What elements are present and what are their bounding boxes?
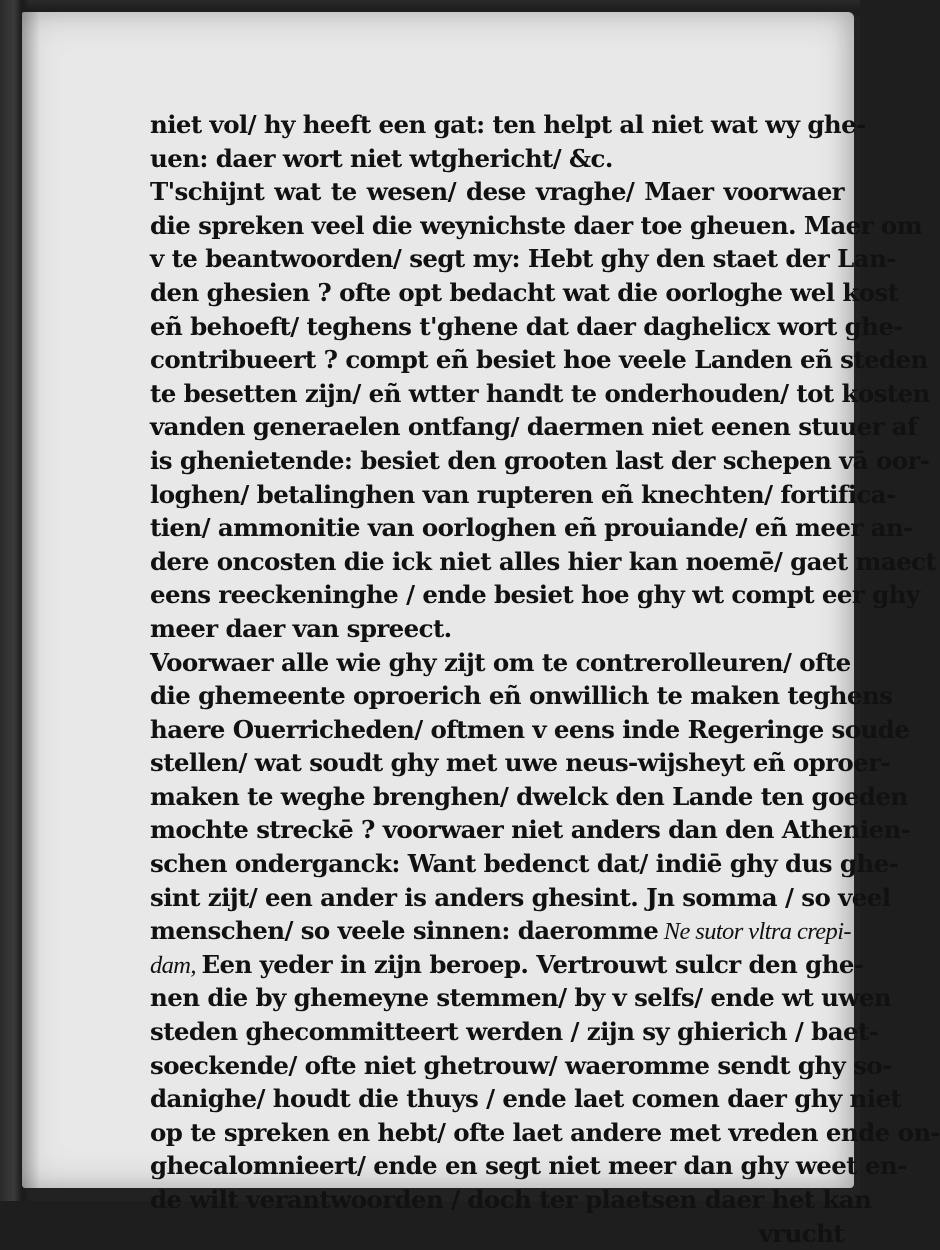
text-line-content: is ghenietende: besiet den grooten last der schepen vā oor- [150, 445, 930, 475]
text-line [150, 142, 844, 176]
text-line-content: te besetten zijn/ eñ wtter handt te onderhouden/ tot kosten [150, 378, 930, 408]
text-line-content: stellen/ wat soudt ghy met uwe neus-wijsheyt eñ oproer- [150, 748, 891, 778]
text-line [150, 209, 922, 243]
text-line [150, 276, 899, 310]
text-line [150, 881, 891, 915]
text-line [150, 1049, 892, 1083]
text-line-content: vanden generaelen ontfang/ daermen niet eenen stuuer af [150, 412, 918, 442]
text-line [150, 948, 864, 982]
text-line [150, 1217, 844, 1250]
text-line [150, 310, 903, 344]
text-line-content: uen: daer wort niet wtghericht/ &c. [150, 143, 613, 173]
text-line-content: die spreken veel die weynichste daer toe gheuen. Maer om [150, 210, 922, 240]
text-line-content: nen die by ghemeyne stemmen/ by v selfs/ ende wt uwen [150, 983, 892, 1013]
text-line [150, 713, 910, 747]
text-line-content: niet vol/ hy heeft een gat: ten helpt al niet wat wy ghe- [150, 110, 866, 139]
text-line [150, 1116, 940, 1150]
text-line [150, 545, 937, 579]
text-line [150, 746, 891, 780]
text-line [150, 175, 844, 209]
text-line [150, 511, 913, 545]
text-line-content: die ghemeente oproerich eñ onwillich te maken teghens [150, 681, 893, 711]
text-line [150, 847, 899, 881]
latin-phrase: dam, [150, 951, 202, 979]
text-line [150, 1183, 872, 1217]
text-line-content: contribueert ? compt eñ besiet hoe veele Landen eñ steden [150, 345, 928, 375]
text-line [150, 478, 896, 512]
text-line [150, 679, 893, 713]
text-line [150, 242, 896, 276]
text-line [150, 108, 866, 142]
text-line [150, 780, 908, 814]
text-line [150, 1015, 879, 1049]
text-line-content: mochte streckē ? voorwaer niet anders dan den Athenien- [150, 815, 911, 845]
text-line-content: den ghesien ? ofte opt bedacht wat die oorloghe wel kost [150, 277, 899, 307]
text-line-content: haere Ouerricheden/ oftmen v eens inde Regeringe soude [150, 714, 910, 744]
text-line-content: meer daer van spreect. [150, 613, 452, 643]
text-line [150, 646, 851, 680]
latin-phrase: Ne sutor vltra crepi- [658, 918, 851, 946]
text-line-content: danighe/ houdt die thuys / ende laet comen daer ghy niet [150, 1084, 902, 1114]
text-line-content: loghen/ betalinghen van rupteren eñ knechten/ fortifica- [150, 479, 896, 509]
text-line-content: Een yeder in zijn beroep. Vertrouwt sulcr den ghe- [201, 949, 864, 979]
text-line [150, 377, 930, 411]
text-line [150, 1149, 907, 1183]
text-line-content: sint zijt/ een ander is anders ghesint. Jn somma / so veel [150, 882, 891, 912]
text-line-content: eens reeckeninghe / ende besiet hoe ghy wt compt eer ghy [150, 580, 920, 610]
text-line-content: maken te weghe brenghen/ dwelck den Lande ten goeden [150, 781, 908, 811]
text-line [150, 612, 844, 646]
text-line-content: de wilt verantwoorden / doch ter plaetsen daer het kan [150, 1185, 872, 1214]
text-line-content: steden ghecommitteert werden / zijn sy ghierich / baet- [150, 1017, 879, 1047]
text-line [150, 1082, 902, 1116]
text-line-content: T'schijnt wat te wesen/ dese vraghe/ Maer voorwaer [150, 177, 844, 207]
text-line-content: menschen/ so veele sinnen: daeromme [150, 916, 659, 946]
text-line-content: v te beantwoorden/ segt my: Hebt ghy den staet der Lan- [150, 244, 896, 274]
document-page [22, 12, 940, 1248]
text-line-content: op te spreken en hebt/ ofte laet andere met vreden ende on- [150, 1117, 940, 1147]
text-line-content: schen onderganck: Want bedenct dat/ indiē ghy dus ghe- [150, 849, 899, 879]
text-line [150, 410, 918, 444]
text-line [150, 981, 892, 1015]
text-line [150, 813, 911, 847]
text-line-content: vrucht [758, 1218, 844, 1248]
text-line [150, 578, 920, 612]
text-line [150, 914, 851, 948]
text-line-content: dere oncosten die ick niet alles hier kan noemē/ gaet maect [150, 546, 937, 576]
text-line [150, 343, 928, 377]
text-line [150, 444, 930, 478]
text-line-content: eñ behoeft/ teghens t'ghene dat daer daghelicx wort ghe- [150, 311, 903, 341]
text-line-content: soeckende/ ofte niet ghetrouw/ waeromme sendt ghy so- [150, 1050, 892, 1080]
text-line-content: ghecalomnieert/ ende en segt niet meer dan ghy weet en- [150, 1151, 907, 1181]
body-text [150, 108, 940, 1250]
text-line-content: Voorwaer alle wie ghy zijt om te contrerolleuren/ ofte [150, 647, 851, 677]
text-line-content: tien/ ammonitie van oorloghen eñ prouiande/ eñ meer an- [150, 513, 913, 543]
